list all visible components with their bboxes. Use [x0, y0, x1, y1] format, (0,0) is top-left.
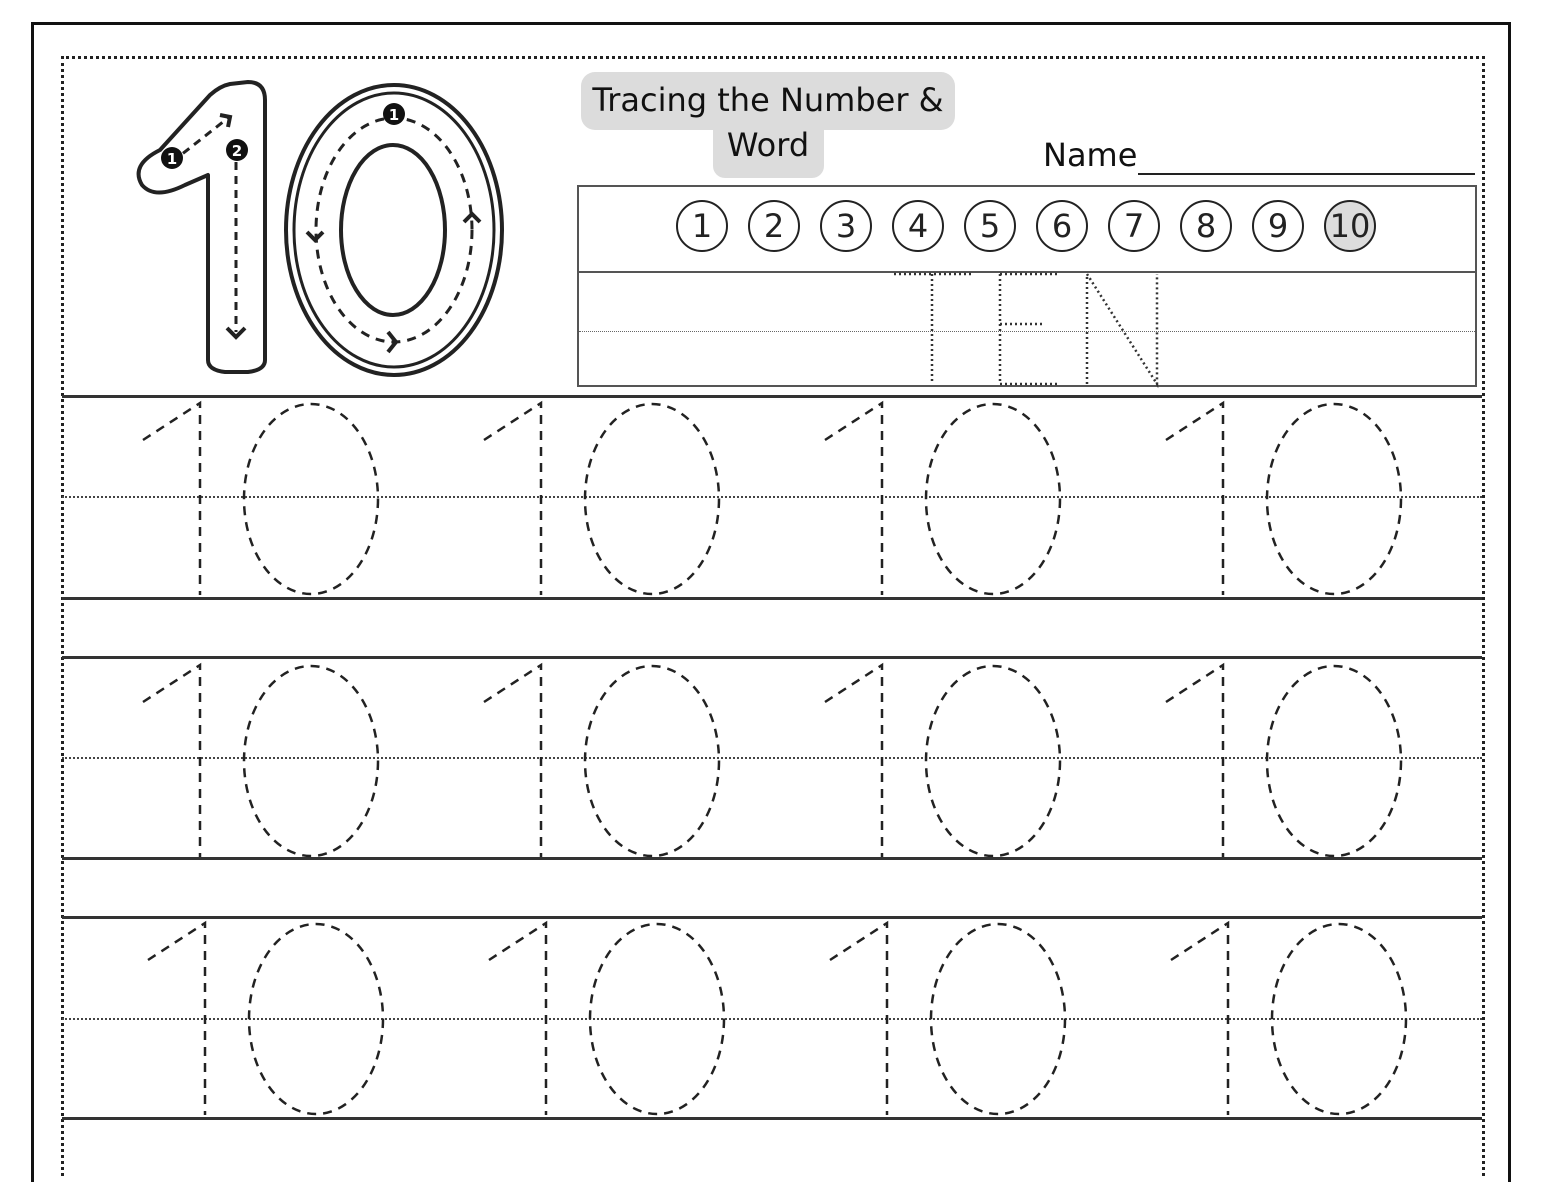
stroke-marker-2-label: 2: [231, 142, 243, 160]
trace-letter-e: [1000, 274, 1060, 384]
practice-row-1-mid: [62, 496, 1482, 498]
number-circle-7: 7: [1108, 200, 1160, 252]
big-number-ten: [120, 70, 520, 390]
number-circle-8: 8: [1180, 200, 1232, 252]
big-one-outline: [139, 82, 265, 372]
stroke-marker-zero-label: 1: [388, 106, 400, 124]
practice-row-1-base: [62, 597, 1482, 600]
name-write-line[interactable]: [1138, 173, 1475, 175]
practice-row-2-mid: [62, 757, 1482, 759]
practice-row-3-base: [62, 1117, 1482, 1120]
name-label: Name: [1043, 136, 1138, 174]
number-circle-2: 2: [748, 200, 800, 252]
number-circle-6: 6: [1036, 200, 1088, 252]
practice-row-3-top: [62, 916, 1482, 919]
practice-row-1-top: [62, 395, 1482, 398]
number-circle-10-selected: 10: [1324, 200, 1376, 252]
big-zero-hole: [341, 145, 445, 315]
number-circle-9: 9: [1252, 200, 1304, 252]
number-circle-4: 4: [892, 200, 944, 252]
stroke-marker-1-label: 1: [166, 150, 178, 168]
worksheet-title: Tracing the Number & Word: [592, 81, 944, 164]
number-circle-5: 5: [964, 200, 1016, 252]
number-circle-1: 1: [676, 200, 728, 252]
number-circles: [676, 200, 1376, 252]
number-circle-3: 3: [820, 200, 872, 252]
trace-letter-t: [894, 274, 972, 384]
trace-word-ten: [880, 262, 1180, 392]
practice-row-2-base: [62, 857, 1482, 860]
practice-row-3-mid: [62, 1018, 1482, 1020]
trace-letter-n: [1087, 274, 1157, 384]
practice-row-2-top: [62, 656, 1482, 659]
